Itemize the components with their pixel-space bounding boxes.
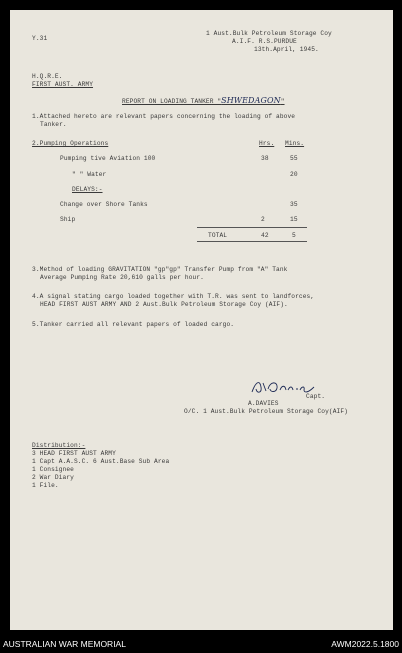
- report-heading: [122, 96, 285, 105]
- row-label: Change over Shore Tanks: [60, 201, 148, 208]
- signatory-title: O/C. 1 Aust.Bulk Petroleum Storage Coy(AIF): [184, 408, 348, 415]
- paragraph-4-line-1: 4.A signal stating cargo loaded together with T.R. was sent to landforces,: [32, 293, 315, 300]
- paragraph-1-line-2: Tanker.: [40, 121, 67, 128]
- paragraph-1-line-1: 1.Attached hereto are relevant papers concerning the loading of above: [32, 113, 296, 120]
- distribution-item: 2 War Diary: [32, 474, 74, 481]
- paragraph-4-line-2: HEAD FIRST AUST ARMY AND 2 Aust.Bulk Petroleum Storage Coy (AIF).: [40, 301, 288, 308]
- row-label: Pumping tive Aviation 100: [60, 155, 156, 162]
- total-rule-top: [197, 227, 307, 228]
- row-minutes: 55: [290, 155, 298, 162]
- archive-name: AUSTRALIAN WAR MEMORIAL: [3, 639, 126, 649]
- unit-line: 1 Aust.Bulk Petroleum Storage Coy: [206, 30, 332, 37]
- signatory-name: A.DAVIES: [248, 400, 279, 407]
- date-line: 13th.April, 1945.: [254, 46, 319, 53]
- total-label: TOTAL: [208, 232, 228, 239]
- paragraph-3-line-2: Average Pumping Rate 20,610 galls per hour.: [40, 274, 204, 281]
- paragraph-3-line-1: 3.Method of loading GRAVITATION "gp"gp" Transfer Pump from "A" Tank: [32, 266, 288, 273]
- row-hours: 2: [261, 216, 265, 223]
- addressee-line-1: H.Q.R.E.: [32, 73, 63, 80]
- distribution-item: 1 File.: [32, 482, 59, 489]
- distribution-item: 1 Consignee: [32, 466, 74, 473]
- distribution-item: 3 HEAD FIRST AUST ARMY: [32, 450, 116, 457]
- row-hours: 38: [261, 155, 269, 162]
- distribution-item: 1 Capt A.A.S.C. 6 Aust.Base Sub Area: [32, 458, 170, 465]
- delays-heading: DELAYS:-: [72, 186, 103, 193]
- signatory-rank: Capt.: [306, 393, 326, 400]
- row-label: " " Water: [72, 171, 107, 178]
- addressee-line-2: FIRST AUST. ARMY: [32, 81, 94, 88]
- total-hours: 42: [261, 232, 269, 239]
- operations-heading: 2.Pumping Operations: [32, 140, 109, 147]
- heading-prefix: REPORT ON LOADING TANKER ": [122, 98, 222, 105]
- archive-footer: [0, 635, 402, 653]
- row-minutes: 15: [290, 216, 298, 223]
- row-minutes: 35: [290, 201, 298, 208]
- vessel-name-handwritten: SHWEDAGON: [221, 96, 281, 105]
- distribution-heading: Distribution:-: [32, 442, 86, 449]
- reference-number: Y.31: [32, 35, 48, 42]
- row-label: Ship: [60, 216, 76, 223]
- column-hours-header: Hrs.: [259, 140, 275, 147]
- location-line: A.I.F. R.S.PURDUE: [232, 38, 297, 45]
- heading-suffix: ": [280, 98, 285, 105]
- document-page: [10, 10, 393, 630]
- archive-reference: AWM2022.5.1800: [331, 639, 399, 649]
- total-minutes: 5: [292, 232, 296, 239]
- paragraph-5: 5.Tanker carried all relevant papers of loaded cargo.: [32, 321, 235, 328]
- total-rule-bottom: [197, 241, 307, 242]
- column-minutes-header: Mins.: [285, 140, 305, 147]
- row-minutes: 20: [290, 171, 298, 178]
